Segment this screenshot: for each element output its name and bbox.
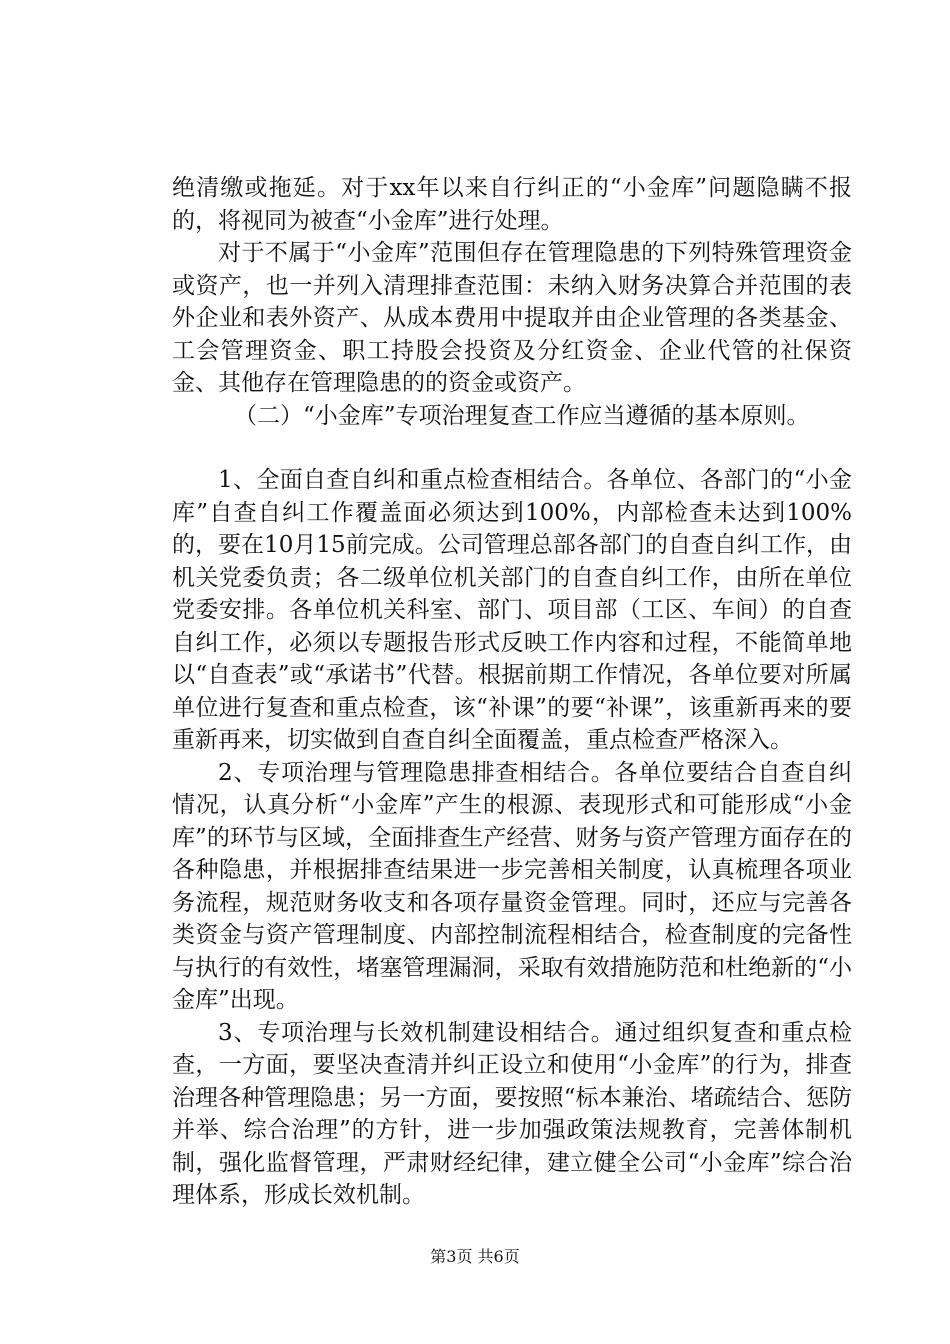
document-body <box>172 172 852 1212</box>
paragraph-principle-1: 1、全面自查自纠和重点检查相结合。各单位、各部门的“小金库”自查自纠工作覆盖面必须达到100%，内部检查未达到100%的，要在10月15前完成。公司管理总部各部门的自查自纠工作，由机关党委负责；各二级单位机关部门的自查自纠工作，由所在单位党委安排。各单位机关科室、部门、项目部（工区、车间）的自查自纠工作，必须以专题报告形式反映工作内容和过程，不能简单地以“自查表”或“承诺书”代替。根据前期工作情况，各单位要对所属单位进行复查和重点检查，该“补课”的要“补课”，该重新再来的要重新再来，切实做到自查自纠全面覆盖，重点检查严格深入。 <box>172 467 852 753</box>
paragraph-special-funds: 对于不属于“小金库”范围但存在管理隐患的下列特殊管理资金或资产，也一并列入清理排查范围：未纳入财务决算合并范围的表外企业和表外资产、从成本费用中提取并由企业管理的各类基金、工会管理资金、职工持股会投资及分红资金、企业代管的社保资金、其他存在管理隐患的的资金或资产。 <box>172 240 852 396</box>
paragraph-continuation: 绝清缴或拖延。对于xx年以来自行纠正的“小金库”问题隐瞒不报的，将视同为被查“小金库”进行处理。 <box>172 175 852 234</box>
paragraph-principle-2: 2、专项治理与管理隐患排查相结合。各单位要结合自查自纠情况，认真分析“小金库”产生的根源、表现形式和可能形成“小金库”的环节与区域，全面排查生产经营、财务与资产管理方面存在的各种隐患，并根据排查结果进一步完善相关制度，认真梳理各项业务流程，规范财务收支和各项存量资金管理。同时，还应与完善各类资金与资产管理制度、内部控制流程相结合，检查制度的完备性与执行的有效性，堵塞管理漏洞，采取有效措施防范和杜绝新的“小金库”出现。 <box>172 759 852 1013</box>
section-heading-principles: （二）“小金库”专项治理复查工作应当遵循的基本原则。 <box>234 402 810 429</box>
blank-line <box>172 432 852 464</box>
paragraph-principle-3: 3、专项治理与长效机制建设相结合。通过组织复查和重点检查，一方面，要坚决查清并纠正设立和使用“小金库”的行为，排查治理各种管理隐患；另一方面，要按照“标本兼治、堵疏结合、惩防并举、综合治理”的方针，进一步加强政策法规教育，完善体制机制，强化监督管理，严肃财经纪律，建立健全公司“小金库”综合治理体系，形成长效机制。 <box>172 1019 852 1208</box>
page-footer: 第3页 共6页 <box>430 1247 520 1266</box>
